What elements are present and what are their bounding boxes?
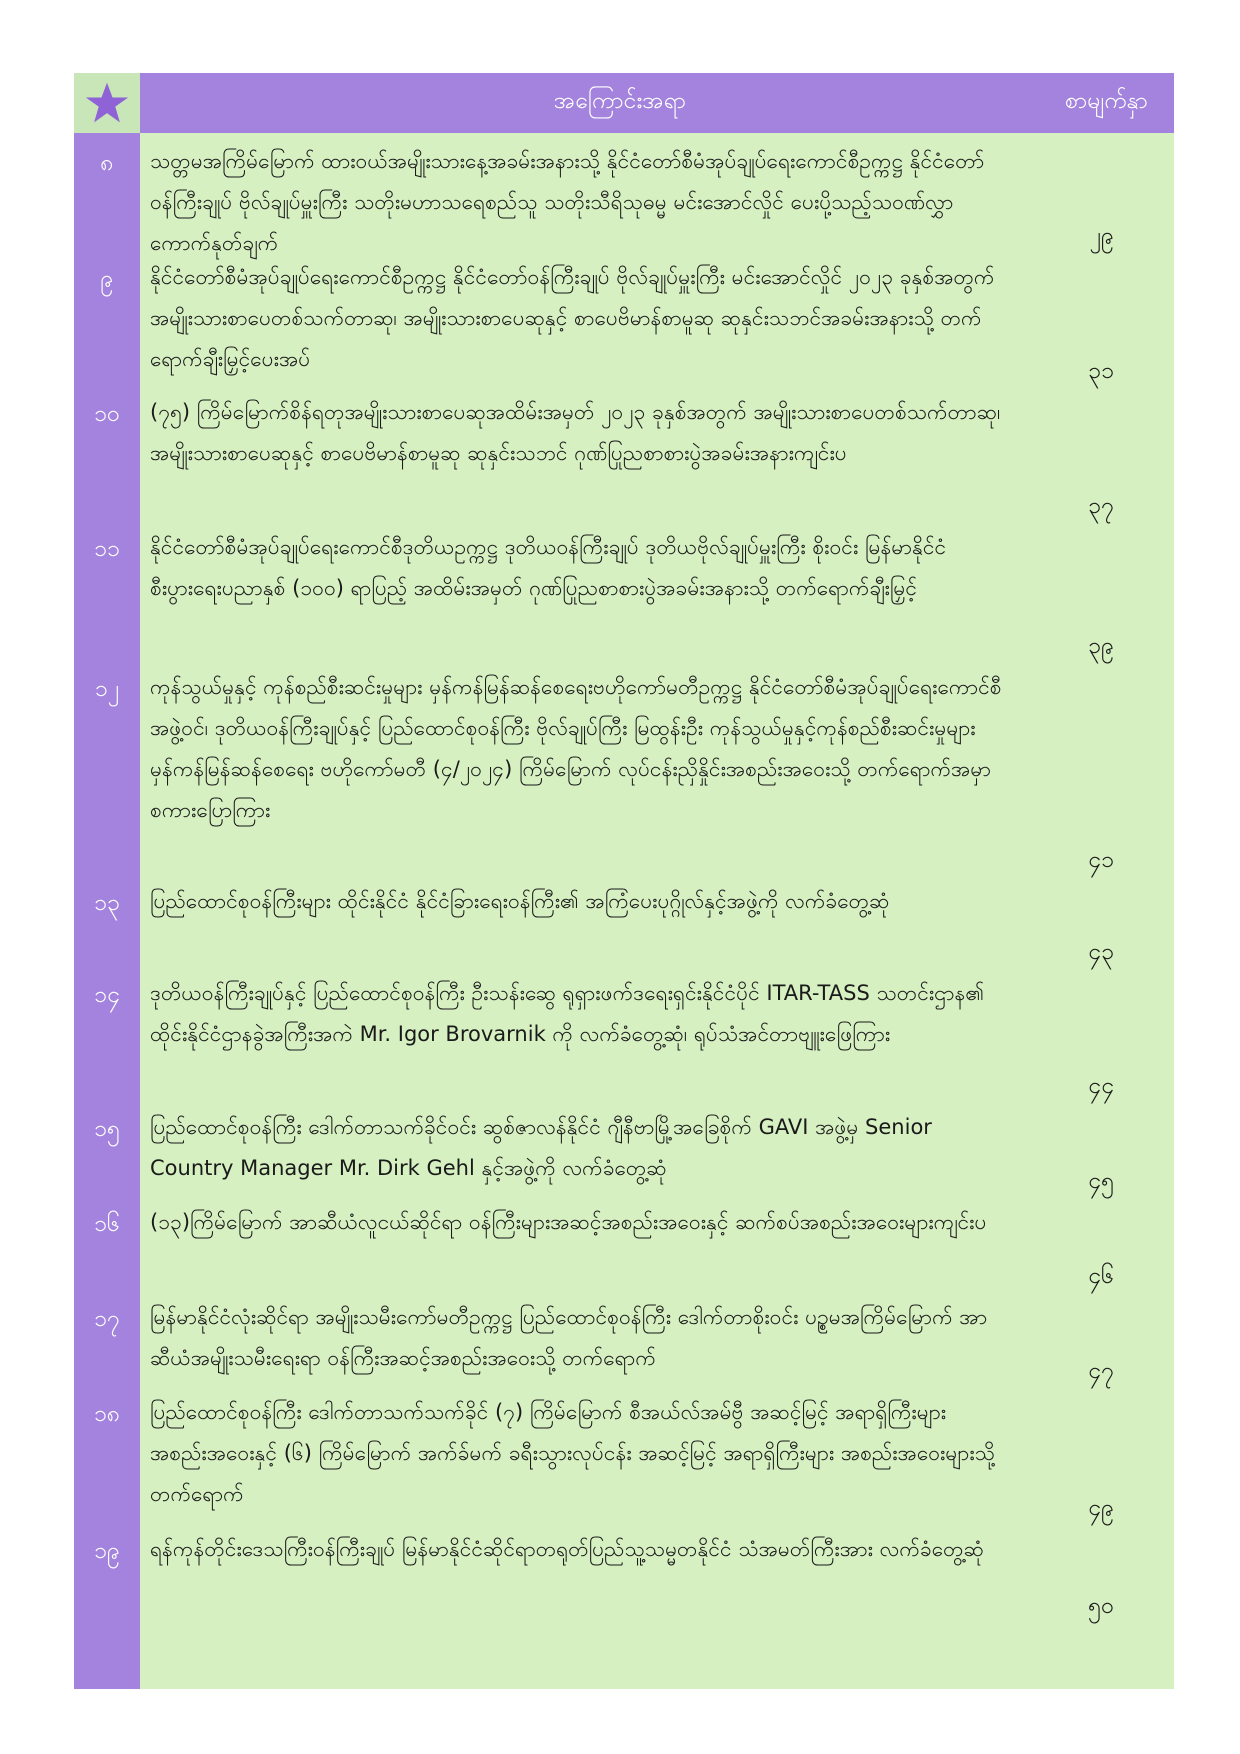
toc-entry <box>74 1392 1174 1529</box>
entry-page: ၄၇ <box>1088 1358 1114 1384</box>
toc-entries <box>74 141 1174 1627</box>
toc-entry <box>74 527 1174 667</box>
entry-title: ဒုတိယဝန်ကြီးချုပ်နှင့် ပြည်ထောင်စုဝန်ကြီး ဦးသန်းဆွေ ရုရှားဖက်ဒရေးရှင်းနိုင်ငံပိုင် ITAR-TASS သတင်းဌာန၏ ထိုင်းနိုင်ငံဌာနခွဲအကြီးအကဲ Mr. Igor Brovarnik ကို လက်ခံတွေ့ဆုံ၊ ရုပ်သံအင်တာဗျူးဖြေကြား <box>150 981 985 1046</box>
entry-title: နိုင်ငံတော်စီမံအုပ်ချုပ်ရေးကောင်စီဒုတိယဥက္ကဋ္ဌ ဒုတိယဝန်ကြီးချုပ် ဒုတိယဗိုလ်ချုပ်မှူးကြီး စိုးဝင်း မြန်မာနိုင်ငံ စီးပွားရေးပညာနှစ် (၁၀၀) ရာပြည့် အထိမ်းအမှတ် ဂုဏ်ပြုညစာစားပွဲအခမ်းအနားသို့ တက်ရောက်ချီးမြှင့် <box>150 535 947 600</box>
entry-title: ပြည်ထောင်စုဝန်ကြီး ဒေါက်တာသက်ခိုင်ဝင်း ဆွစ်ဇာလန်နိုင်ငံ ဂျီနီဗာမြို့အခြေစိုက် GAVI အဖွဲ့မှ Senior Country Manager Mr. Dirk Gehl နှင့်အဖွဲ့ကို လက်ခံတွေ့ဆုံ <box>150 1115 932 1180</box>
entry-title: နိုင်ငံတော်စီမံအုပ်ချုပ်ရေးကောင်စီဥက္ကဋ္ဌ နိုင်ငံတော်ဝန်ကြီးချုပ် ဗိုလ်ချုပ်မှူးကြီး မင်းအောင်လှိုင် ၂၀၂၃ ခုနှစ်အတွက် အမျိုးသားစာပေတစ်သက်တာဆု၊ အမျိုးသားစာပေဆုနှင့် စာပေဗိမာန်စာမူဆု ဆုနှင်းသဘင်အခမ်းအနားသို့ တက်ရောက်ချီးမြှင့်ပေးအပ် <box>150 265 995 371</box>
toc-entry <box>74 1529 1174 1627</box>
header-page-label: စာမျက်နှာ <box>1064 88 1148 114</box>
toc-entry <box>74 1202 1174 1297</box>
entry-title: ကုန်သွယ်မှုနှင့် ကုန်စည်စီးဆင်းမှုများ မှန်ကန်မြန်ဆန်စေရေးဗဟိုကော်မတီဥက္ကဋ္ဌ နိုင်ငံတော်စီမံအုပ်ချုပ်ရေးကောင်စီအဖွဲ့ဝင်၊ ဒုတိယဝန်ကြီးချုပ်နှင့် ပြည်ထောင်စုဝန်ကြီး ဗိုလ်ချုပ်ကြီး မြထွန်းဦး ကုန်သွယ်မှုနှင့်ကုန်စည်စီးဆင်းမှုများ မှန်ကန်မြန်ဆန်စေရေး ဗဟိုကော်မတီ (၄/၂၀၂၄) ကြိမ်မြောက် လုပ်ငန်းညှိနှိုင်းအစည်းအဝေးသို့ တက်ရောက်အမှာစကားပြောကြား <box>150 675 1002 822</box>
entry-page: ၃၇ <box>1088 493 1114 519</box>
toc-entry <box>74 257 1174 392</box>
entry-page: ၄၆ <box>1088 1263 1114 1289</box>
entry-number: ၁၉ <box>94 1538 120 1564</box>
entry-number: ၁၈ <box>93 1401 121 1427</box>
entry-title: သတ္တမအကြိမ်မြောက် ထားဝယ်အမျိုးသားနေ့အခမ်းအနားသို့ နိုင်ငံတော်စီမံအုပ်ချုပ်ရေးကောင်စီဥက္ကဋ္ဌ နိုင်ငံတော်ဝန်ကြီးချုပ် ဗိုလ်ချုပ်မှူးကြီး သတိုးမဟာသရေစည်သူ သတိုးသီရိသုဓမ္မ မင်းအောင်လှိုင် ပေးပို့သည့်သဝဏ်လွှာကောက်နုတ်ချက် <box>150 149 985 255</box>
entry-page: ၂၉ <box>1089 223 1114 249</box>
entry-page: ၄၅ <box>1088 1168 1114 1194</box>
entry-title: ပြည်ထောင်စုဝန်ကြီး ဒေါက်တာသက်သက်ခိုင် (၇) ကြိမ်မြောက် စီအယ်လ်အမ်ဗွီ အဆင့်မြင့် အရာရှိကြီးများ အစည်းအဝေးနှင့် (၆) ကြိမ်မြောက် အက်ခ်မက် ခရီးသွားလုပ်ငန်း အဆင့်မြင့် အရာရှိကြီးများ အစည်းအဝေးများသို့ တက်ရောက် <box>150 1400 995 1506</box>
star-icon <box>84 80 130 126</box>
entry-number: ၁၆ <box>94 1211 120 1237</box>
toc-entry <box>74 1107 1174 1202</box>
entry-number: ၁၀ <box>94 401 120 427</box>
header-title: အကြောင်းအရာ <box>553 88 687 114</box>
entry-page: ၄၃ <box>1088 939 1114 965</box>
entry-title: ရန်ကုန်တိုင်းဒေသကြီးဝန်ကြီးချုပ် မြန်မာနိုင်ငံဆိုင်ရာတရုတ်ပြည်သူ့သမ္မတနိုင်ငံ သံအမတ်ကြီးအား လက်ခံတွေ့ဆုံ <box>150 1537 984 1561</box>
table-of-contents <box>74 73 1174 1689</box>
entry-title: ပြည်ထောင်စုဝန်ကြီးများ ထိုင်းနိုင်ငံ နိုင်ငံခြားရေးဝန်ကြီး၏ အကြံပေးပုဂ္ဂိုလ်နှင့်အဖွဲ့ကို လက်ခံတွေ့ဆုံ <box>150 889 890 913</box>
entry-number: ၈ <box>100 150 114 176</box>
toc-entry <box>74 667 1174 881</box>
entry-number: ၁၂ <box>94 676 120 702</box>
entry-number: ၉ <box>100 266 114 292</box>
toc-entry <box>74 881 1174 973</box>
entry-title: မြန်မာနိုင်ငံလုံးဆိုင်ရာ အမျိုးသမီးကော်မတီဥက္ကဋ္ဌ ပြည်ထောင်စုဝန်ကြီး ဒေါက်တာစိုးဝင်း ပဉ္စမအကြိမ်မြောက် အာဆီယံအမျိုးသမီးရေးရာ ဝန်ကြီးအဆင့်အစည်းအဝေးသို့ တက်ရောက် <box>150 1305 988 1370</box>
entry-number: ၁၇ <box>94 1306 120 1332</box>
toc-entry <box>74 141 1174 257</box>
entry-title: (၁၃)ကြိမ်မြောက် အာဆီယံလူငယ်ဆိုင်ရာ ဝန်ကြီးများအဆင့်အစည်းအဝေးနှင့် ဆက်စပ်အစည်းအဝေးများကျင်းပ <box>150 1210 987 1234</box>
entry-page: ၅၀ <box>1088 1593 1114 1619</box>
toc-entry <box>74 392 1174 527</box>
entry-page: ၄၁ <box>1088 847 1114 873</box>
entry-number: ၁၁ <box>94 536 120 562</box>
entry-page: ၃၉ <box>1088 633 1114 659</box>
star-cell <box>74 73 140 133</box>
entry-page: ၃၁ <box>1088 358 1114 384</box>
entry-title: (၇၅) ကြိမ်မြောက်စိန်ရတုအမျိုးသားစာပေဆုအထိမ်းအမှတ် ၂၀၂၃ ခုနှစ်အတွက် အမျိုးသားစာပေတစ်သက်တာဆု၊ အမျိုးသားစာပေဆုနှင့် စာပေဗိမာန်စာမူဆု ဆုနှင်းသဘင် ဂုဏ်ပြုညစာစားပွဲအခမ်းအနားကျင်းပ <box>150 400 1001 465</box>
toc-header <box>74 73 1174 133</box>
entry-number: ၁၃ <box>94 890 120 916</box>
entry-page: ၄၉ <box>1088 1495 1114 1521</box>
entry-number: ၁၄ <box>94 982 120 1008</box>
entry-number: ၁၅ <box>94 1116 120 1142</box>
entry-page: ၄၄ <box>1088 1073 1114 1099</box>
toc-entry <box>74 973 1174 1107</box>
toc-entry <box>74 1297 1174 1392</box>
